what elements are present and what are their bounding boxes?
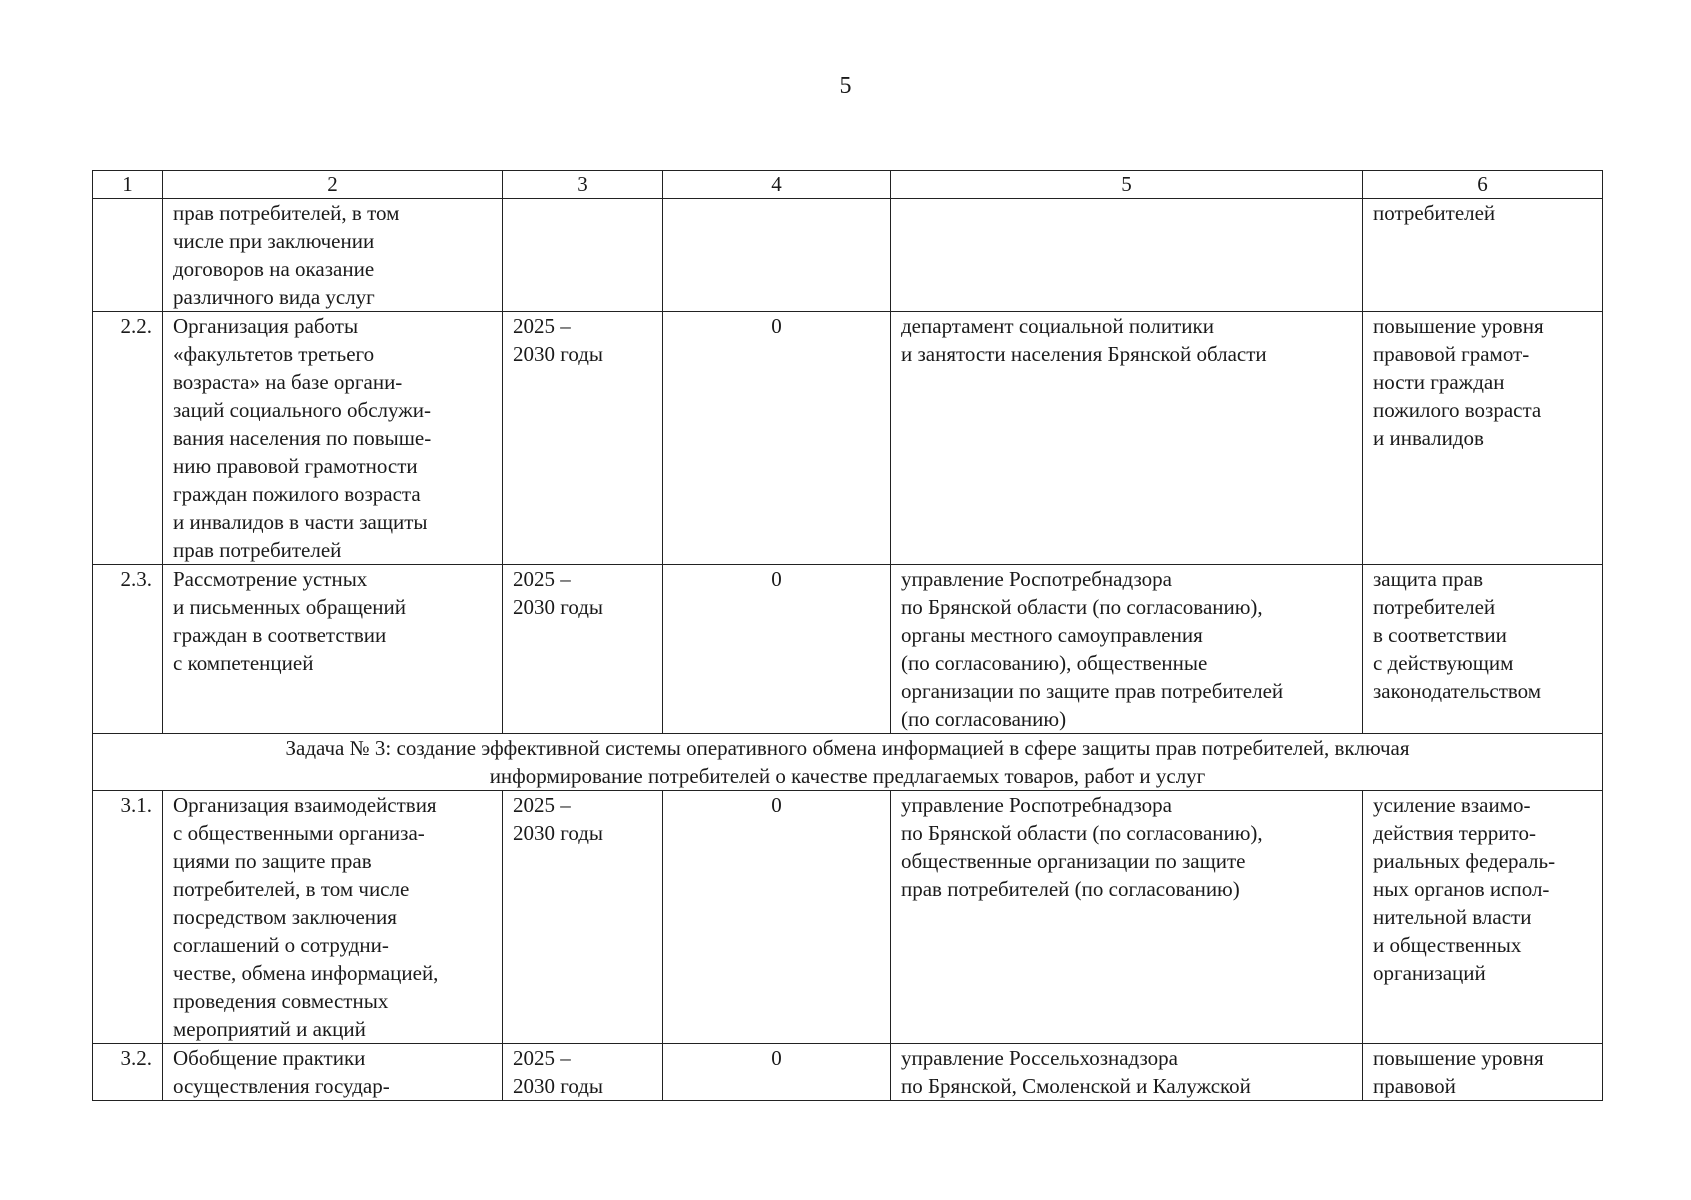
row-number-cell: 3.1. — [93, 791, 163, 1044]
row-number-cell: 2.3. — [93, 565, 163, 734]
column-number-row — [93, 171, 1603, 199]
event-cell: Рассмотрение устных и письменных обращений граждан в соответствии с компетенцией — [163, 565, 503, 734]
table-row — [93, 791, 1603, 1044]
event-cell: Организация работы «факультетов третьего возраста» на базе органи- заций социального обслужи- вания населения по повыше- нию правовой грамотности граждан пожилого возраста и инвалидов в части защиты прав потребителей — [163, 312, 503, 565]
period-cell: 2025 – 2030 годы — [503, 565, 663, 734]
period-cell: 2025 – 2030 годы — [503, 312, 663, 565]
period-cell: 2025 – 2030 годы — [503, 791, 663, 1044]
table-row — [93, 565, 1603, 734]
task-heading: Задача № 3: создание эффективной системы оперативного обмена информацией в сфере защиты прав потребителей, включая информирование потребителей о качестве предлагаемых товаров, работ и услуг — [93, 734, 1603, 791]
cost-cell: 0 — [663, 791, 891, 1044]
column-number-header: 1 — [93, 171, 163, 199]
task-heading-row — [93, 734, 1603, 791]
executors-cell: департамент социальной политики и занятости населения Брянской области — [891, 312, 1363, 565]
event-cell: прав потребителей, в том числе при заключении договоров на оказание различного вида услуг — [163, 199, 503, 312]
result-cell: повышение уровня правовой грамот- ности граждан пожилого возраста и инвалидов — [1363, 312, 1603, 565]
cost-cell: 0 — [663, 312, 891, 565]
result-cell: защита прав потребителей в соответствии с действующим законодательством — [1363, 565, 1603, 734]
cost-cell — [663, 199, 891, 312]
executors-cell: управление Роспотребнадзора по Брянской области (по согласованию), органы местного самоуправления (по согласованию), общественные организации по защите прав потребителей (по согласованию) — [891, 565, 1363, 734]
event-cell: Организация взаимодействия с общественными организа- циями по защите прав потребителей, в том числе посредством заключения соглашений о сотрудни- честве, обмена информацией, проведения совместных мероприятий и акций — [163, 791, 503, 1044]
table-row — [93, 312, 1603, 565]
executors-cell — [891, 199, 1363, 312]
column-number-header: 2 — [163, 171, 503, 199]
column-number-header: 6 — [1363, 171, 1603, 199]
row-number-cell — [93, 199, 163, 312]
page-number: 5 — [839, 73, 852, 99]
measures-table — [92, 170, 1603, 1101]
row-number-cell: 2.2. — [93, 312, 163, 565]
column-number-header: 4 — [663, 171, 891, 199]
cost-cell: 0 — [663, 565, 891, 734]
cost-cell: 0 — [663, 1044, 891, 1101]
executors-cell: управление Россельхознадзора по Брянской, Смоленской и Калужской — [891, 1044, 1363, 1101]
executors-cell: управление Роспотребнадзора по Брянской области (по согласованию), общественные организации по защите прав потребителей (по согласованию) — [891, 791, 1363, 1044]
result-cell: повышение уровня правовой — [1363, 1044, 1603, 1101]
column-number-header: 5 — [891, 171, 1363, 199]
period-cell — [503, 199, 663, 312]
column-number-header: 3 — [503, 171, 663, 199]
table-row — [93, 1044, 1603, 1101]
result-cell: усиление взаимо- действия террито- риальных федераль- ных органов испол- нительной власти и общественных организаций — [1363, 791, 1603, 1044]
period-cell: 2025 – 2030 годы — [503, 1044, 663, 1101]
result-cell: потребителей — [1363, 199, 1603, 312]
row-number-cell: 3.2. — [93, 1044, 163, 1101]
table-body — [93, 171, 1603, 1101]
table-row — [93, 199, 1603, 312]
event-cell: Обобщение практики осуществления государ- — [163, 1044, 503, 1101]
